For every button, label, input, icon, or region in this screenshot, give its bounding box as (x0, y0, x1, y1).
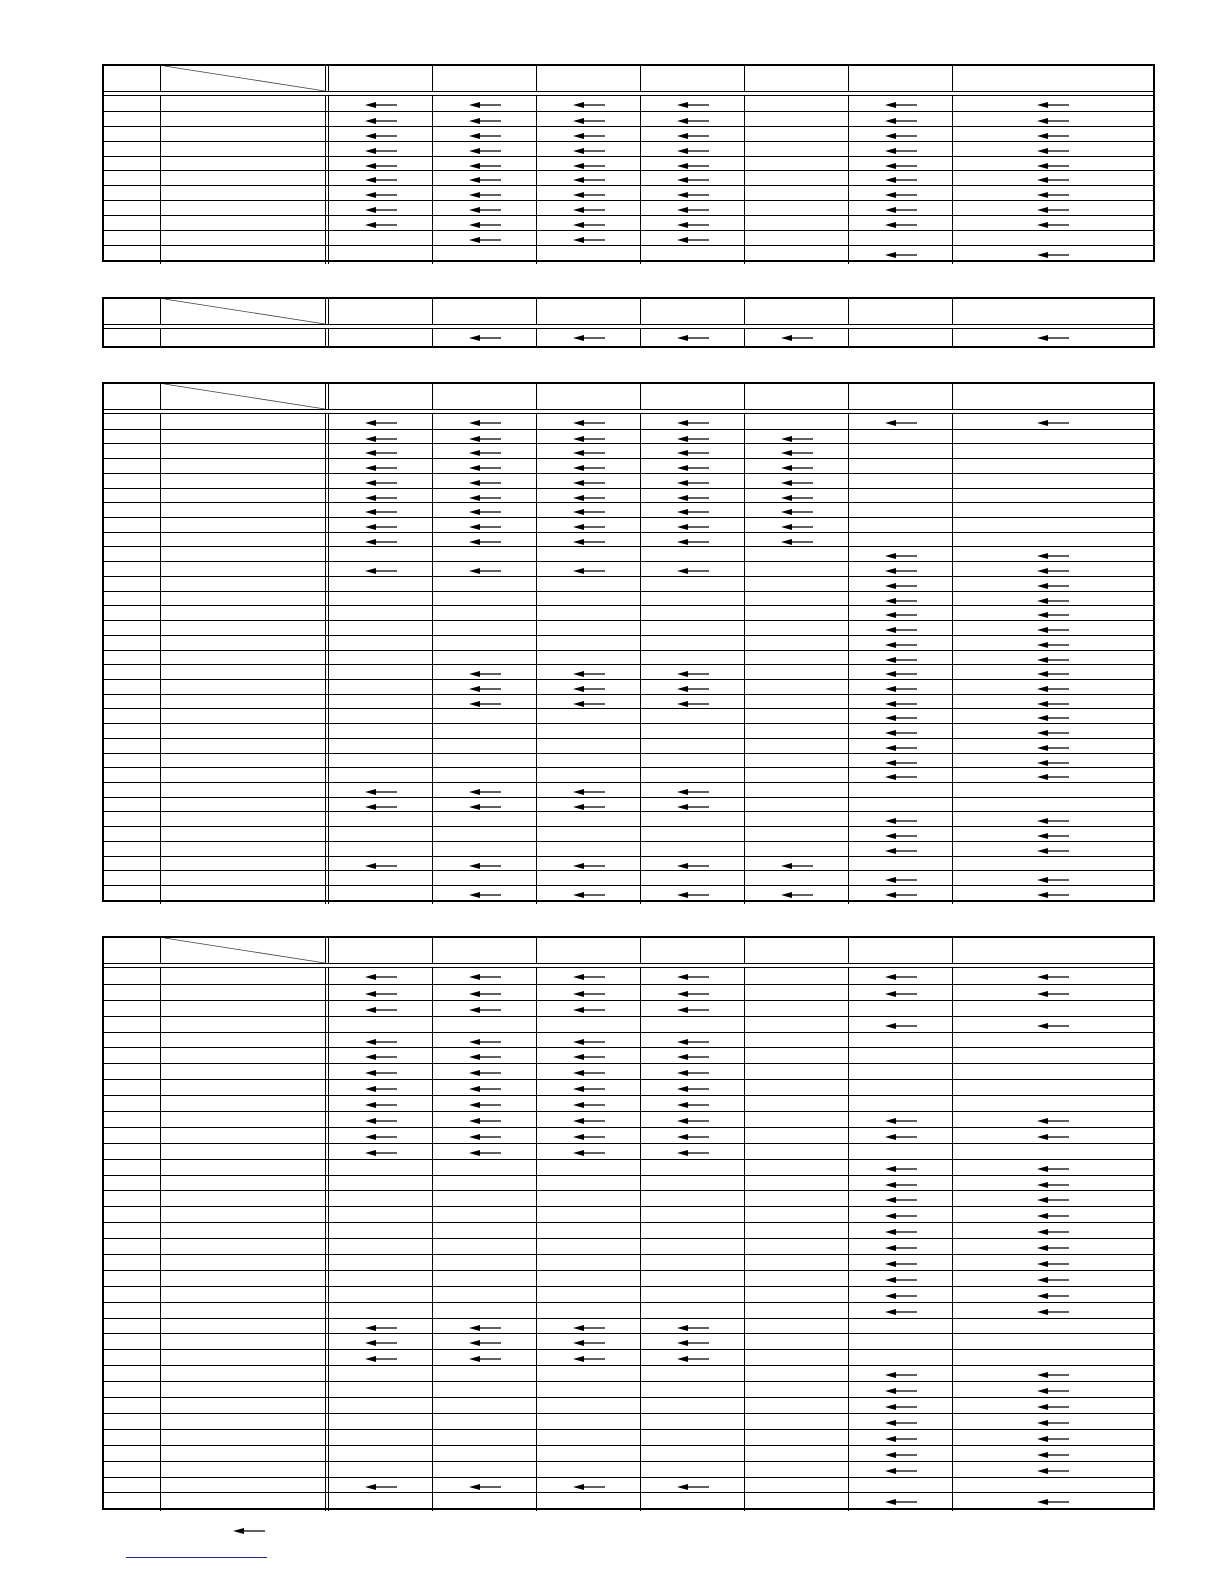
table-cell (640, 246, 744, 264)
table-row (104, 1016, 1153, 1032)
diagonal-divider (161, 66, 325, 91)
header-cell (536, 66, 640, 91)
table-row (104, 1127, 1153, 1143)
table-cell (104, 886, 160, 904)
header-cell (848, 299, 952, 324)
table-row (104, 532, 1153, 547)
left-arrow-icon (1037, 329, 1069, 347)
data-table (102, 297, 1155, 348)
data-table (102, 936, 1155, 1510)
table-row (104, 458, 1153, 473)
table-row (104, 1445, 1153, 1461)
left-arrow-icon (1037, 968, 1069, 986)
left-arrow-icon (885, 886, 917, 904)
table-cell (640, 968, 744, 986)
table-row (104, 443, 1153, 458)
table-row (104, 591, 1153, 606)
table-cell (744, 329, 848, 347)
table-row (104, 1079, 1153, 1095)
table-row (104, 738, 1153, 753)
table-row (104, 1095, 1153, 1111)
table-row (104, 156, 1153, 171)
header-cell (640, 66, 744, 91)
table-row (104, 1302, 1153, 1318)
table-row (104, 679, 1153, 694)
table-cell (640, 329, 744, 347)
left-arrow-icon (365, 968, 397, 986)
table-row (104, 230, 1153, 245)
header-cell (640, 384, 744, 409)
data-table (102, 64, 1155, 262)
table-row (104, 185, 1153, 200)
table-row (104, 215, 1153, 230)
header-cell (104, 938, 160, 963)
left-arrow-icon (1037, 1493, 1069, 1511)
table-row (104, 885, 1153, 900)
table-cell (328, 1493, 432, 1511)
left-arrow-icon (469, 968, 501, 986)
table-row (104, 708, 1153, 723)
header-cell (432, 384, 536, 409)
table-row (104, 664, 1153, 679)
table-row (104, 782, 1153, 797)
table-cell (536, 1493, 640, 1511)
left-arrow-icon (885, 1493, 917, 1511)
left-arrow-icon (573, 329, 605, 347)
table-cell (536, 329, 640, 347)
table-cell (848, 886, 952, 904)
link-underline[interactable] (126, 1557, 267, 1558)
header-cell (952, 299, 1153, 324)
table-row (104, 723, 1153, 738)
table-row (104, 200, 1153, 215)
table-cell (848, 246, 952, 264)
table-cell (848, 1493, 952, 1511)
table-cell (160, 968, 325, 986)
table-row (104, 517, 1153, 532)
table-row (104, 1111, 1153, 1127)
header-cell (432, 299, 536, 324)
diagonal-divider (161, 384, 325, 409)
header-cell (952, 384, 1153, 409)
table-body (104, 967, 1153, 1508)
table-cell (160, 246, 325, 264)
table-cell (952, 246, 1153, 264)
table-cell (160, 329, 325, 347)
table-row (104, 96, 1153, 111)
table-cell (744, 246, 848, 264)
left-arrow-icon (781, 329, 813, 347)
table-row (104, 968, 1153, 984)
left-arrow-icon (677, 329, 709, 347)
table-row (104, 1047, 1153, 1063)
table-header-row (104, 938, 1153, 964)
table-row (104, 414, 1153, 429)
table-header-row (104, 384, 1153, 410)
table-row (104, 605, 1153, 620)
table-cell (744, 1493, 848, 1511)
table-cell (952, 329, 1153, 347)
header-cell (952, 66, 1153, 91)
table-cell (104, 329, 160, 347)
table-row (104, 1461, 1153, 1477)
header-cell (536, 938, 640, 963)
header-cell (744, 299, 848, 324)
table-row (104, 1492, 1153, 1508)
table-cell (328, 329, 432, 347)
table-row (104, 767, 1153, 782)
table-cell (160, 886, 325, 904)
header-cell (744, 938, 848, 963)
table-row (104, 111, 1153, 126)
left-arrow-icon (677, 886, 709, 904)
table-cell (952, 1493, 1153, 1511)
table-cell (432, 246, 536, 264)
data-table (102, 382, 1155, 902)
header-cell (104, 299, 160, 324)
table-cell (640, 886, 744, 904)
header-cell (640, 299, 744, 324)
table-cell (536, 246, 640, 264)
header-cell (744, 384, 848, 409)
table-row (104, 488, 1153, 503)
table-cell (952, 968, 1153, 986)
header-cell (640, 938, 744, 963)
table-row (104, 870, 1153, 885)
header-cell (744, 66, 848, 91)
table-row (104, 1254, 1153, 1270)
header-cell (848, 66, 952, 91)
header-cell (160, 384, 325, 409)
header-cell (328, 938, 432, 963)
table-body (104, 413, 1153, 900)
table-row (104, 126, 1153, 141)
header-cell (432, 66, 536, 91)
table-row (104, 141, 1153, 156)
table-cell (848, 329, 952, 347)
table-row (104, 984, 1153, 1000)
table-cell (536, 886, 640, 904)
table-row (104, 753, 1153, 768)
table-row (104, 694, 1153, 709)
table-row (104, 1381, 1153, 1397)
table-row (104, 635, 1153, 650)
table-cell (328, 246, 432, 264)
table-row (104, 329, 1153, 346)
table-row (104, 1190, 1153, 1206)
header-cell (328, 66, 432, 91)
table-row (104, 1318, 1153, 1334)
table-row (104, 1143, 1153, 1159)
table-row (104, 1349, 1153, 1365)
left-arrow-icon (469, 886, 501, 904)
table-cell (328, 968, 432, 986)
left-arrow-icon (573, 968, 605, 986)
table-row (104, 797, 1153, 812)
table-row (104, 473, 1153, 488)
table-row (104, 1032, 1153, 1048)
diagonal-divider (161, 299, 325, 324)
table-row (104, 502, 1153, 517)
table-cell (744, 886, 848, 904)
table-row (104, 811, 1153, 826)
table-row (104, 650, 1153, 665)
header-cell (160, 299, 325, 324)
header-cell (536, 384, 640, 409)
table-cell (432, 968, 536, 986)
table-row (104, 1333, 1153, 1349)
table-body (104, 95, 1153, 260)
table-cell (536, 968, 640, 986)
table-row (104, 1000, 1153, 1016)
table-row (104, 620, 1153, 635)
header-cell (536, 299, 640, 324)
table-row (104, 1397, 1153, 1413)
header-cell (160, 66, 325, 91)
left-arrow-icon (885, 968, 917, 986)
table-row (104, 1286, 1153, 1302)
table-row (104, 826, 1153, 841)
table-row (104, 1238, 1153, 1254)
table-row (104, 1175, 1153, 1191)
table-row (104, 1159, 1153, 1175)
table-row (104, 1222, 1153, 1238)
table-row (104, 1063, 1153, 1079)
table-cell (848, 968, 952, 986)
header-cell (104, 384, 160, 409)
table-row (104, 561, 1153, 576)
header-cell (432, 938, 536, 963)
legend-left-arrow-icon (233, 1522, 265, 1540)
left-arrow-icon (885, 246, 917, 264)
header-cell (952, 938, 1153, 963)
table-cell (640, 1493, 744, 1511)
left-arrow-icon (677, 968, 709, 986)
table-body (104, 328, 1153, 346)
table-cell (952, 886, 1153, 904)
table-row (104, 1413, 1153, 1429)
table-cell (432, 329, 536, 347)
table-cell (432, 886, 536, 904)
table-row (104, 576, 1153, 591)
table-header-row (104, 299, 1153, 325)
table-row (104, 170, 1153, 185)
table-row (104, 1270, 1153, 1286)
header-cell (104, 66, 160, 91)
left-arrow-icon (781, 886, 813, 904)
left-arrow-icon (1037, 246, 1069, 264)
table-header-row (104, 66, 1153, 92)
left-arrow-icon (573, 886, 605, 904)
left-arrow-icon (1037, 886, 1069, 904)
table-row (104, 1477, 1153, 1493)
table-row (104, 856, 1153, 871)
table-row (104, 1206, 1153, 1222)
table-cell (328, 886, 432, 904)
table-row (104, 546, 1153, 561)
diagonal-divider (161, 938, 325, 963)
header-cell (328, 384, 432, 409)
table-cell (160, 1493, 325, 1511)
table-row (104, 1429, 1153, 1445)
table-cell (432, 1493, 536, 1511)
header-cell (848, 938, 952, 963)
table-cell (104, 968, 160, 986)
table-row (104, 841, 1153, 856)
header-cell (848, 384, 952, 409)
header-cell (328, 299, 432, 324)
table-cell (104, 246, 160, 264)
left-arrow-icon (469, 329, 501, 347)
table-row (104, 245, 1153, 260)
table-cell (104, 1493, 160, 1511)
header-cell (160, 938, 325, 963)
table-row (104, 1365, 1153, 1381)
table-row (104, 429, 1153, 444)
table-cell (744, 968, 848, 986)
